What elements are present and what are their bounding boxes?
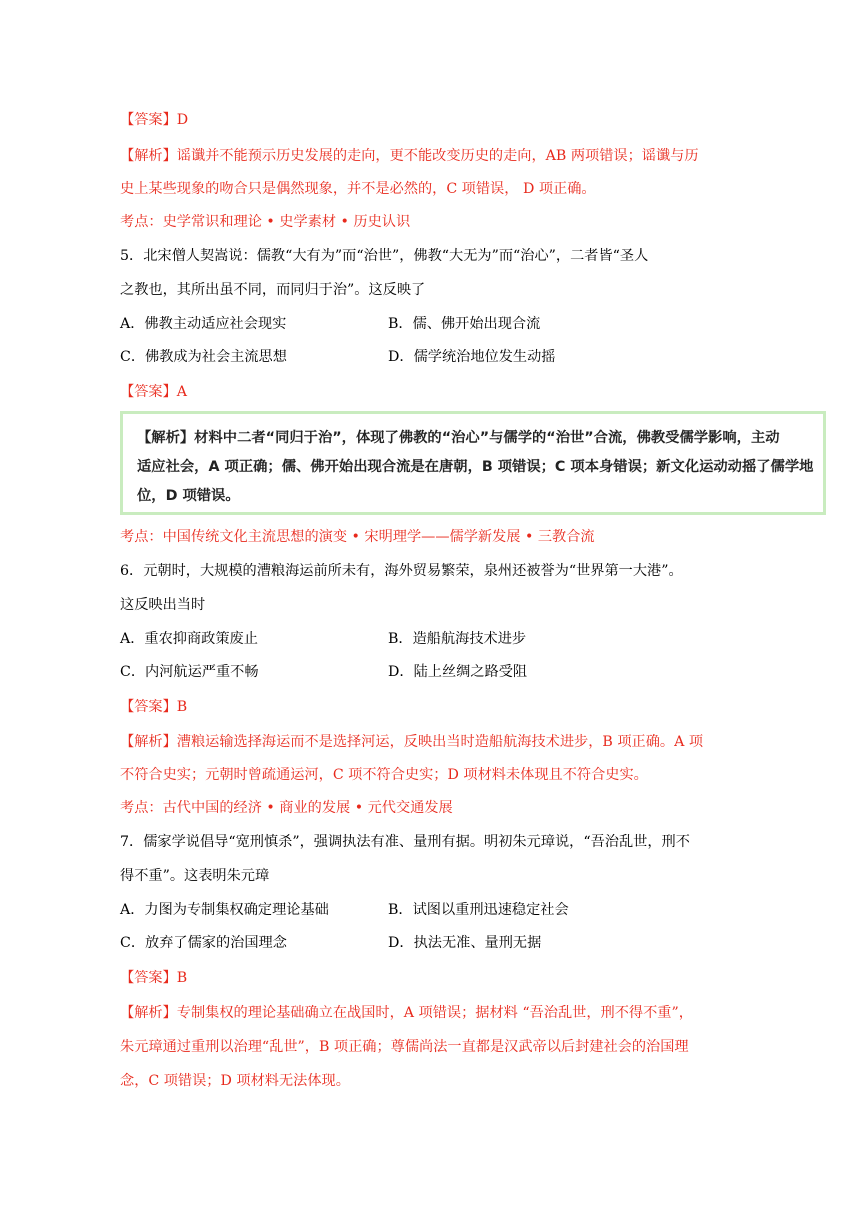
q7-stem-line-2: 得不重”。这表明朱元璋 — [120, 868, 270, 884]
q5-stem-line-2: 之教也，其所出虽不同，而同归于治”。这反映了 — [120, 282, 426, 298]
q5-option-d: D．儒学统治地位发生动摇 — [388, 349, 556, 365]
q6-answer: 【答案】B — [120, 699, 188, 715]
analysis-text: 谣谶并不能预示历史发展的走向，更不能改变历史的走向，AB 两项错误；谣谶与历 — [176, 148, 699, 164]
analysis-text: 漕粮运输选择海运而不是选择河运，反映出当时造船航海技术进步，B 项正确。A 项 — [176, 734, 704, 750]
q7-answer: 【答案】B — [120, 970, 188, 986]
analysis-text: 专制集权的理论基础确立在战国时，A 项错误；据材料 “吾治乱世，刑不得不重”， — [176, 1005, 693, 1021]
q4-analysis-line-1 — [120, 146, 699, 166]
q7-option-d: D．执法无准、量刑无据 — [388, 935, 542, 951]
q4-point: 考点：史学常识和理论 • 史学素材 • 历史认识 — [120, 214, 411, 230]
q6-option-a: A．重农抑商政策废止 — [120, 631, 258, 647]
q7-analysis-line-1 — [120, 1003, 693, 1023]
q7-analysis-line-3: 念，C 项错误；D 项材料无法体现。 — [120, 1073, 350, 1089]
q5-image-line-3: 位，D 项错误。 — [137, 488, 240, 504]
q5-image-line-1: 【解析】材料中二者“同归于治”，体现了佛教的“治心”与儒学的“治世”合流，佛教受儒学影响，主动 — [137, 430, 780, 446]
q5-option-b: B．儒、佛开始出现合流 — [388, 316, 541, 332]
q7-option-c: C．放弃了儒家的治国理念 — [120, 935, 287, 951]
q6-option-b: B．造船航海技术进步 — [388, 631, 527, 647]
q6-analysis-line-1 — [120, 732, 703, 752]
q4-answer: 【答案】D — [120, 112, 189, 128]
q6-stem-line-1: 6．元朝时，大规模的漕粮海运前所未有，海外贸易繁荣，泉州还被誉为“世界第一大港”。 — [120, 563, 683, 579]
q6-option-d: D．陆上丝绸之路受阻 — [388, 664, 528, 680]
q5-analysis-image — [120, 411, 826, 515]
q6-option-c: C．内河航运严重不畅 — [120, 664, 259, 680]
analysis-tag: 【解析】 — [120, 734, 177, 750]
q7-option-b: B．试图以重刑迅速稳定社会 — [388, 902, 569, 918]
q6-point: 考点：古代中国的经济 • 商业的发展 • 元代交通发展 — [120, 800, 453, 816]
q5-image-line-2: 适应社会，A 项正确；儒、佛开始出现合流是在唐朝，B 项错误；C 项本身错误；新文化运动动摇了儒学地 — [137, 459, 814, 475]
q7-stem-line-1: 7．儒家学说倡导“宽刑慎杀”，强调执法有准、量刑有据。明初朱元璋说，“吾治乱世，刑不 — [120, 834, 690, 850]
q5-option-a: A．佛教主动适应社会现实 — [120, 316, 287, 332]
q5-option-c: C．佛教成为社会主流思想 — [120, 349, 287, 365]
analysis-tag: 【解析】 — [120, 148, 177, 164]
q5-point: 考点：中国传统文化主流思想的演变 • 宋明理学——儒学新发展 • 三教合流 — [120, 529, 595, 545]
q7-analysis-line-2: 朱元璋通过重刑以治理“乱世”，B 项正确；尊儒尚法一直都是汉武帝以后封建社会的治国理 — [120, 1039, 689, 1055]
q6-stem-line-2: 这反映出当时 — [120, 597, 206, 613]
q5-stem-line-1: 5．北宋僧人契嵩说：儒教“大有为”而“治世”，佛教“大无为”而“治心”，二者皆“圣人 — [120, 248, 649, 264]
q4-analysis-line-2: 史上某些现象的吻合只是偶然现象，并不是必然的，C 项错误， D 项正确。 — [120, 181, 596, 197]
q6-analysis-line-2: 不符合史实；元朝时曾疏通运河，C 项不符合史实；D 项材料未体现且不符合史实。 — [120, 767, 648, 783]
q7-option-a: A．力图为专制集权确定理论基础 — [120, 902, 329, 918]
q5-answer: 【答案】A — [120, 384, 187, 400]
analysis-tag: 【解析】 — [120, 1005, 177, 1021]
